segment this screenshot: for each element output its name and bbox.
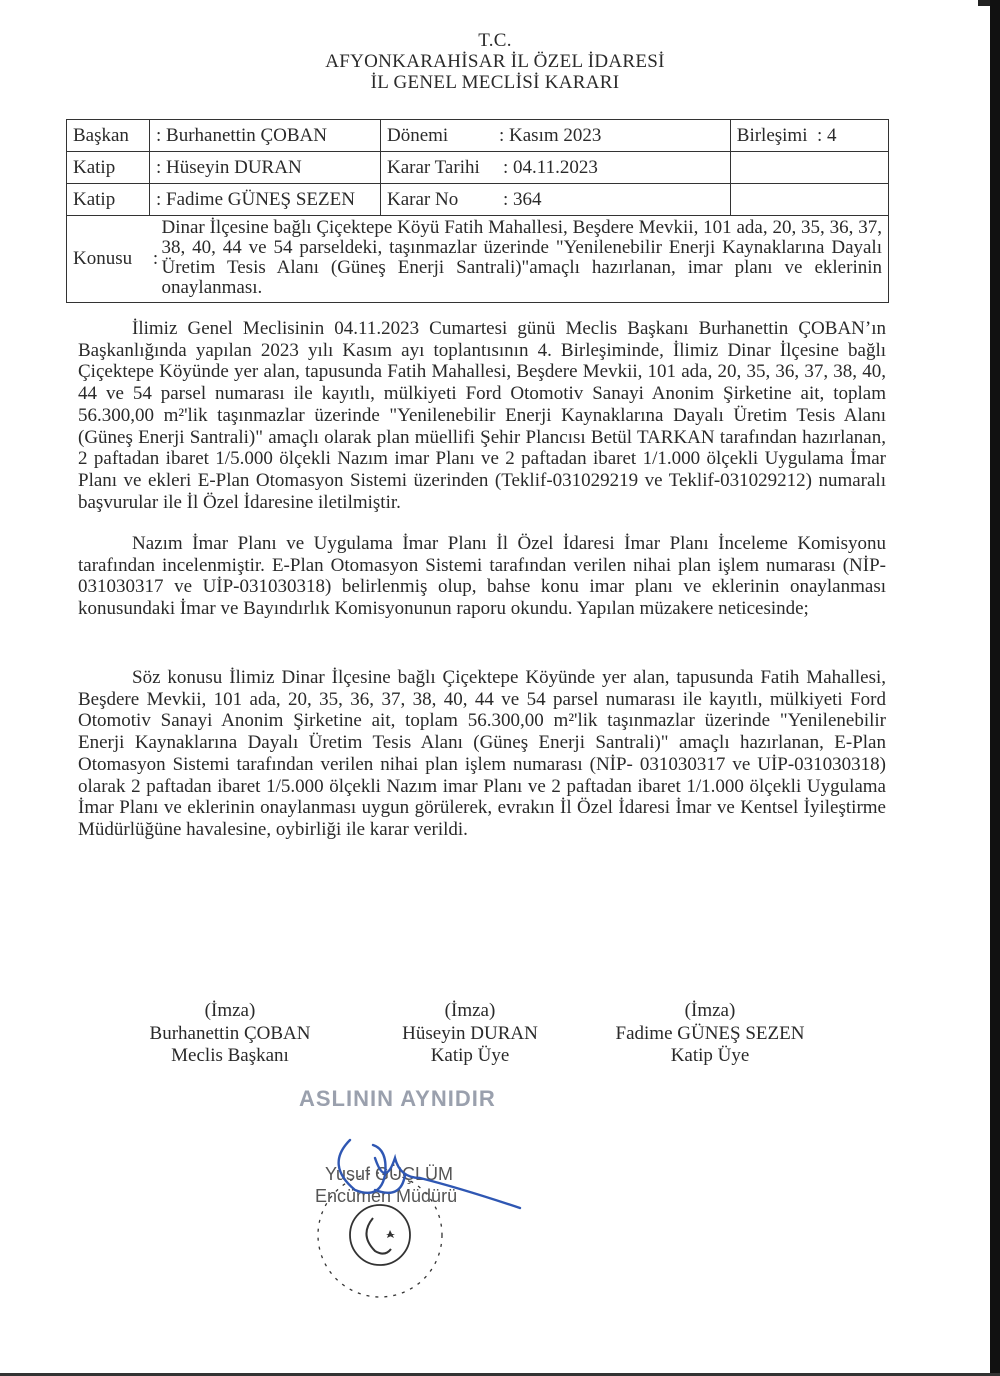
seal-and-signature-graphic [285,1080,525,1320]
signature-imza: (İmza) [204,1000,256,1021]
table-row-katip-1 [67,152,889,184]
paragraph-text: Nazım İmar Planı ve Uygulama İmar Planı İl Özel İdaresi İmar Planı İnceleme Komisyonu tarafından incelenmiştir. E-Plan Otomasyon Sistemi tarafından verilen nihai plan işlem numarası (NİP- 031030317 ve UİP-031030318) belirlenmiş olup, bahse konu imar planı ve eklerinin onaylanması konusundaki İmar ve Bayındırlık Komisyonunun raporu okundu. Yapılan müzakere neticesinde; [78,533,886,620]
decision-paragraph-1 [78,318,886,513]
signature-block-clerk-1 [380,1000,560,1068]
empty-cell-2 [730,184,888,216]
katip2-value: : Fadime GÜNEŞ SEZEN [150,184,381,216]
karar-tarihi-value: : 04.11.2023 [503,156,598,178]
scan-edge-right [990,0,1000,1376]
paragraph-text: Söz konusu İlimiz Dinar İlçesine bağlı Çiçektepe Köyünde yer alan, tapusunda Fatih Mahallesi, Beşdere Mevkii, 101 ada, 20, 35, 36, 37, 38, 40, 44 ve 54 parsel numarası ile kayıtlı, mülkiyeti Ford Otomotiv Sanayi Anonim Şirketine ait, toplam 56.300,00 m²'lik taşınmazlar üzerinde "Yenilenebilir Enerji Kaynaklarına Dayalı Üretim Tesis Alanı (Güneş Enerji Santrali)" amaçlı hazırlanan, E-Plan Otomasyon Sistemi tarafından verilen nihai plan işlem numarası (NİP- 031030317 ve UİP-031030318) olarak 2 paftadan ibaret 1/5.000 ölçekli Nazım imar Planı ve 2 paftadan ibaret 1/1.000 ölçekli Uygulama İmar Planı ve eklerinin onaylanması uygun görülerek, evrakın İl Özel İdaresi İmar ve Kentsel İyileştirme Müdürlüğüne havalesine, oybirliği ile karar verildi. [78,667,886,840]
konusu-label: Konusu [67,216,150,303]
baskan-value: : Burhanettin ÇOBAN [150,120,381,152]
decision-paragraph-2 [78,533,886,620]
document-header [0,30,990,93]
karar-no-label: Karar No [387,188,459,210]
certification-stamp [285,1080,525,1320]
scan-edge-corner [978,0,990,6]
konusu-cell [150,216,889,303]
signature-title: Katip Üye [670,1045,750,1066]
signature-title: Meclis Başkanı [171,1045,289,1066]
header-institution: AFYONKARAHİSAR İL ÖZEL İDARESİ [325,51,665,72]
donem-label: Dönemi [387,124,449,146]
stamp-officer-title: Encümen Müdürü [315,1186,458,1206]
empty-cell-1 [730,152,888,184]
header-tc: T.C. [478,30,512,51]
konusu-text: Dinar İlçesine bağlı Çiçektepe Köyü Fatih Mahallesi, Beşdere Mevkii, 101 ada, 20, 35, 36, 37, 38, 40, 44 ve 54 parseldeki, taşınmazlar üzerinde "Yenilenebilir Enerji Kaynaklarına Dayalı Üretim Tesis Alanı (Güneş Enerji Santrali)"amaçlı hazırlanan, imar planı ve eklerinin onaylanması. [161,217,882,298]
header-document-type: İL GENEL MECLİSİ KARARI [370,72,620,93]
signature-imza: (İmza) [684,1000,736,1021]
seal-crescent [366,1218,391,1254]
table-row-katip-2 [67,184,889,216]
karar-tarihi-cell [381,152,731,184]
stamp-officer-name: Yusuf GÜÇLÜM [325,1164,454,1184]
seal-star [386,1230,395,1238]
baskan-label: Başkan [67,120,150,152]
birlesim-label: Birleşimi [736,124,808,146]
paragraph-text: İlimiz Genel Meclisinin 04.11.2023 Cumartesi günü Meclis Başkanı Burhanettin ÇOBAN’ın Başkanlığında yapılan 2023 yılı Kasım ayı toplantısının 4. Birleşiminde, İlimiz Dinar İlçesine bağlı Çiçektepe Köyünde yer alan, tapusunda Fatih Mahallesi, Beşdere Mevkii, 101 ada, 20, 35, 36, 37, 38, 40, 44 ve 54 parsel numarası ile kayıtlı, mülkiyeti Ford Otomotiv Sanayi Anonim Şirketine ait, toplam 56.300,00 m²'lik taşınmazlar üzerinde "Yenilenebilir Enerji Kaynaklarına Dayalı Üretim Tesis Alanı (Güneş Enerji Santrali)" amaçlı olarak plan müellifi Şehir Plancısı Betül TARKAN tarafından hazırlanan, 2 paftadan ibaret 1/5.000 ölçekli Nazım imar Planı ve 2 paftadan ibaret 1/1.000 ölçekli Uygulama İmar Planı ve ekleri E-Plan Otomasyon Sistemi üzerinden (Teklif-031029219 ve Teklif-031029212) numaralı başvurular ile İl Özel İdaresine iletilmiştir. [78,318,886,513]
donem-cell [381,120,731,152]
katip2-label: Katip [67,184,150,216]
katip1-label: Katip [67,152,150,184]
karar-no-cell [381,184,731,216]
signature-imza: (İmza) [444,1000,496,1021]
karar-no-value: : 364 [503,188,542,210]
birlesim-value: : 4 [817,124,837,146]
signature-block-clerk-2 [605,1000,815,1068]
signature-title: Katip Üye [430,1045,510,1066]
konusu-colon: : [152,248,159,269]
decision-paragraph-3 [78,667,886,841]
table-row-konusu [67,216,889,303]
decision-info-table [66,119,889,303]
seal-inner-ring [350,1205,410,1265]
signature-name: Burhanettin ÇOBAN [149,1022,311,1044]
signature-block-chairman [140,1000,320,1068]
karar-tarihi-label: Karar Tarihi [387,156,480,178]
signature-name: Fadime GÜNEŞ SEZEN [615,1022,805,1044]
stamp-aslinin-aynidir: ASLININ AYNIDIR [299,1086,496,1111]
donem-value: : Kasım 2023 [499,124,602,146]
table-row-baskan [67,120,889,152]
katip1-value: : Hüseyin DURAN [150,152,381,184]
signature-name: Hüseyin DURAN [402,1022,538,1044]
birlesim-cell [730,120,888,152]
